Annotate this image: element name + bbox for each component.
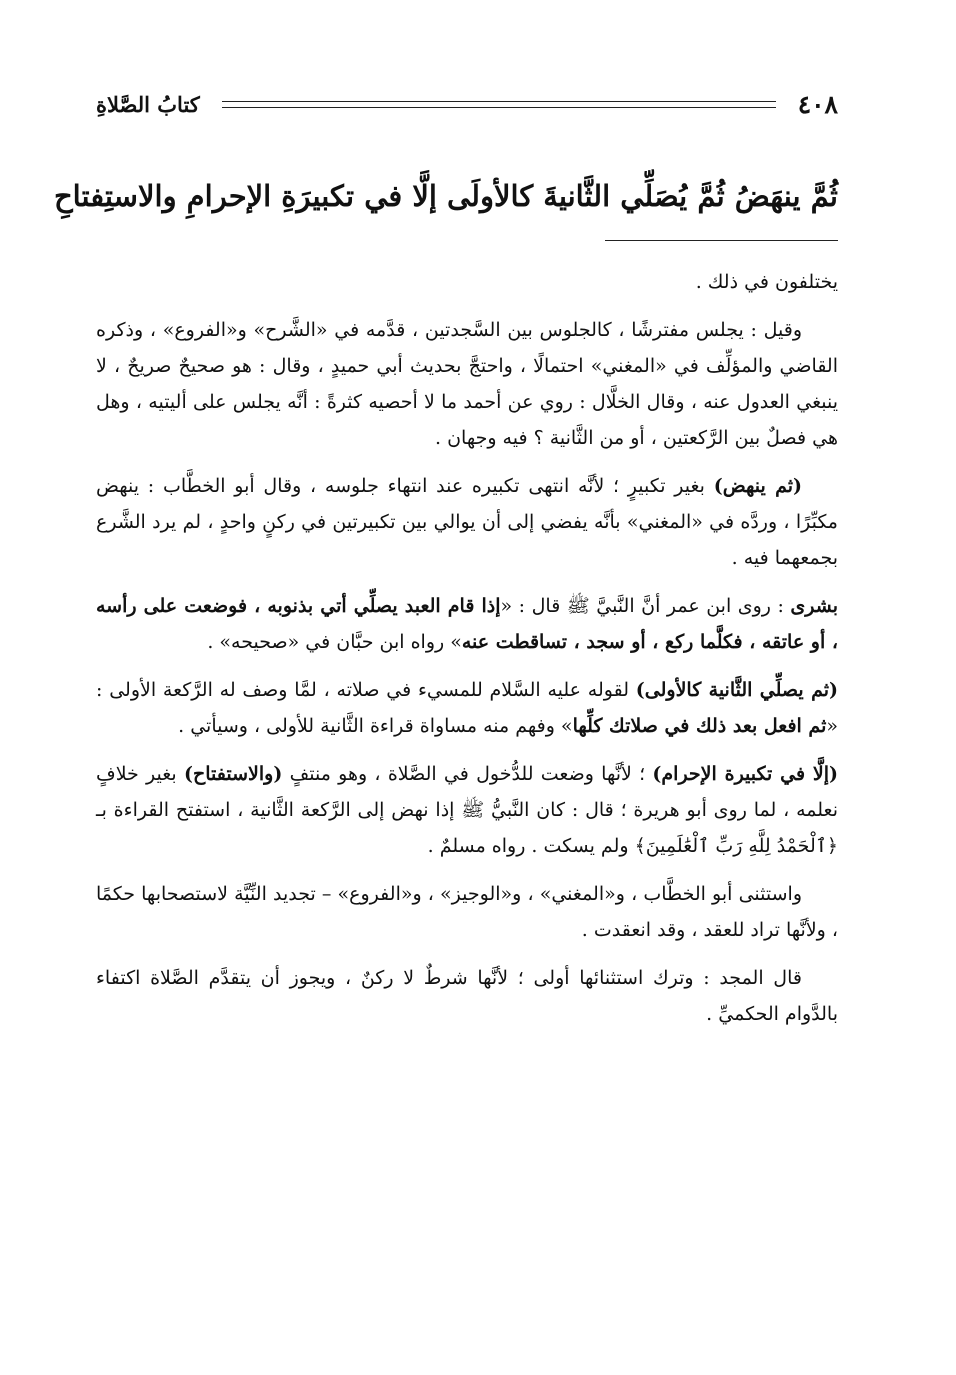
text-segment: » رواه ابن حبَّان في «صحيحه» . (207, 631, 462, 653)
paragraph (96, 312, 838, 456)
text-segment: قال المجد : وترك استثنائها أولى ؛ لأنَّها شرطٌ لا ركنٌ ، ويجوز أن يتقدَّم الصَّلاة اكتفاء بالدَّوام الحكميِّ . (96, 967, 838, 1025)
highlighted-text: (والاستفتاح) (183, 763, 283, 785)
paragraph (96, 264, 838, 300)
text-segment: واستثنى أبو الخطَّاب ، و«المغني» ، و«الوجيز» ، و«الفروع» – تجديد النِّيَّة لاستصحابها حكمًا ، ولأنَّها تراد للعقد ، وقد انعقدت . (96, 883, 838, 941)
text-segment: بغير خلافٍ نعلمه ، لما روى أبو هريرة ؛ قال : كان النَّبيُّ ﷺ إذا نهض إلى الرَّكعة الثَّانية ، استفتح القراءة بـ ﴿ٱلْحَمْدُ لِلَّهِ رَبِّ ٱلْعَٰلَمِينَ﴾ ولم يسكت . رواه مسلمٌ . (96, 763, 838, 857)
paragraph (96, 876, 838, 948)
paragraph (96, 672, 838, 744)
text-segment: : روى ابن عمر أنَّ النَّبيَّ ﷺ قال : « (500, 595, 791, 617)
text-segment: بغير تكبيرٍ ؛ لأنَّه انتهى تكبيره عند انتهاء جلوسه ، وقال أبو الخطَّاب : ينهض مكبِّرًا ، وردَّه في «المغني» بأنَّه يفضي إلى أن يوالي بين تكبيرتين في ركنٍ واحدٍ ، لم يرد الشَّرع بجمعهما فيه . (96, 475, 838, 569)
text-segment: وقيل : يجلس مفترشًا ، كالجلوس بين السَّجدتين ، قدَّمه في «الشَّرح» و«الفروع» ، وذكره القاضي والمؤلِّف في «المغني» احتمالًا ، واحتجَّ بحديث أبي حميدٍ ، وقال : هو صحيحٌ صريحٌ ، لا ينبغي العدول عنه ، وقال الخلَّال : روي عن أحمد ما لا أحصيه كثرةً : أنَّه يجلس على أليتيه ، وهل هي فصلٌ بين الرَّكعتين ، أو من الثَّانية ؟ فيه وجهان . (96, 319, 838, 449)
paragraph (96, 468, 838, 576)
commentary-body (96, 264, 838, 1044)
highlighted-text: ثم افعل بعد ذلك في صلاتك كلِّها (572, 715, 827, 737)
highlighted-text: بشرى (790, 595, 838, 617)
page-number: ٤٠٨ (797, 89, 838, 119)
paragraph (96, 588, 838, 660)
matn-underline (605, 240, 838, 241)
header-rule (222, 101, 776, 108)
text-segment: لقوله عليه السَّلام للمسيء في صلاته ، لمَّا وصف له الرَّكعة الأولى : « (96, 679, 838, 737)
highlighted-text: (ثم يصلِّي الثَّانية كالأولى) (635, 679, 838, 701)
highlighted-text: إذا قام العبد يصلِّي أتي بذنوبه ، فوضعت على رأسه ، أو عاتقه ، فكلَّما ركع ، أو سجد ، تساقطت عنه (96, 595, 838, 653)
highlighted-text: (ثم ينهض) (713, 475, 802, 497)
text-segment: » وفهم منه مساواة قراءة الثَّانية للأولى ، وسيأتي . (178, 715, 573, 737)
matn-heading: ثُمَّ ينهَضُ ثُمَّ يُصَلِّي الثَّانيةَ كالأولَى إلَّا في تكبيرَةِ الإحرامِ والاستِفتاحِ (53, 179, 838, 213)
paragraph (96, 756, 838, 864)
paragraph (96, 960, 838, 1032)
book-title: كتابُ الصَّلاةِ (96, 91, 200, 117)
text-segment: ؛ لأنَّها وضعت للدُّخول في الصَّلاة ، وهو منتفٍ (282, 763, 653, 785)
text-segment: يختلفون في ذلك . (695, 271, 838, 293)
running-header (96, 84, 838, 124)
highlighted-text: (إلَّا في تكبيرة الإحرام) (652, 763, 839, 785)
